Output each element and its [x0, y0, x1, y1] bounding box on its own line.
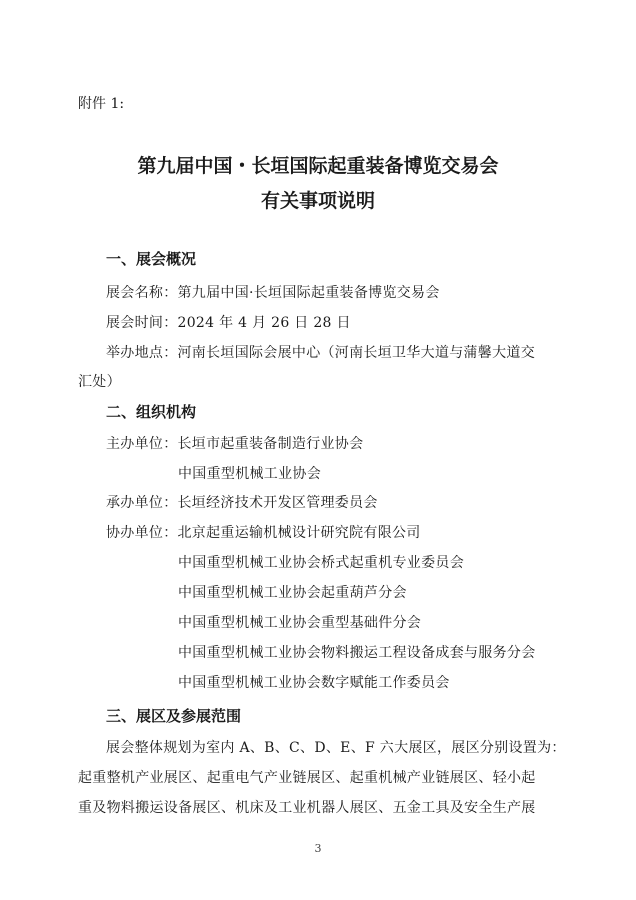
section-heading-overview: 一、展会概况 — [106, 250, 197, 268]
body-line: 中国重型机械工业协会数字赋能工作委员会 — [178, 675, 450, 691]
title-line-2: 有关事项说明 — [260, 190, 375, 212]
section-heading-organization: 二、组织机构 — [106, 403, 197, 421]
body-line: 中国重型机械工业协会起重葫芦分会 — [178, 585, 407, 601]
body-line: 展会名称：第九届中国·长垣国际起重装备博览交易会 — [106, 285, 440, 301]
body-line: 中国重型机械工业协会 — [178, 466, 321, 482]
attachment-label: 附件 1: — [78, 96, 125, 112]
body-line: 展会时间：2024 年 4 月 26 日 28 日 — [106, 315, 351, 331]
body-line: 中国重型机械工业协会重型基础件分会 — [178, 615, 422, 631]
body-line: 展会整体规划为室内 A、B、C、D、E、F 六大展区，展区分别设置为： — [106, 740, 566, 756]
body-line: 汇处） — [78, 374, 121, 390]
body-line: 承办单位：长垣经济技术开发区管理委员会 — [106, 495, 378, 511]
body-line: 起重整机产业展区、起重电气产业链展区、起重机械产业链展区、轻小起 — [78, 770, 536, 786]
body-line: 重及物料搬运设备展区、机床及工业机器人展区、五金工具及安全生产展 — [78, 800, 536, 816]
title-line-1: 第九届中国・长垣国际起重装备博览交易会 — [137, 155, 499, 177]
body-line: 中国重型机械工业协会物料搬运工程设备成套与服务分会 — [178, 645, 536, 661]
body-line: 协办单位：北京起重运输机械设计研究院有限公司 — [106, 525, 421, 541]
body-line: 中国重型机械工业协会桥式起重机专业委员会 — [178, 555, 464, 571]
page-number: 3 — [314, 842, 322, 855]
body-line: 主办单位：长垣市起重装备制造行业协会 — [106, 436, 364, 452]
section-heading-exhibition-areas: 三、展区及参展范围 — [106, 707, 242, 725]
body-line: 举办地点：河南长垣国际会展中心（河南长垣卫华大道与蒲馨大道交 — [106, 345, 535, 361]
